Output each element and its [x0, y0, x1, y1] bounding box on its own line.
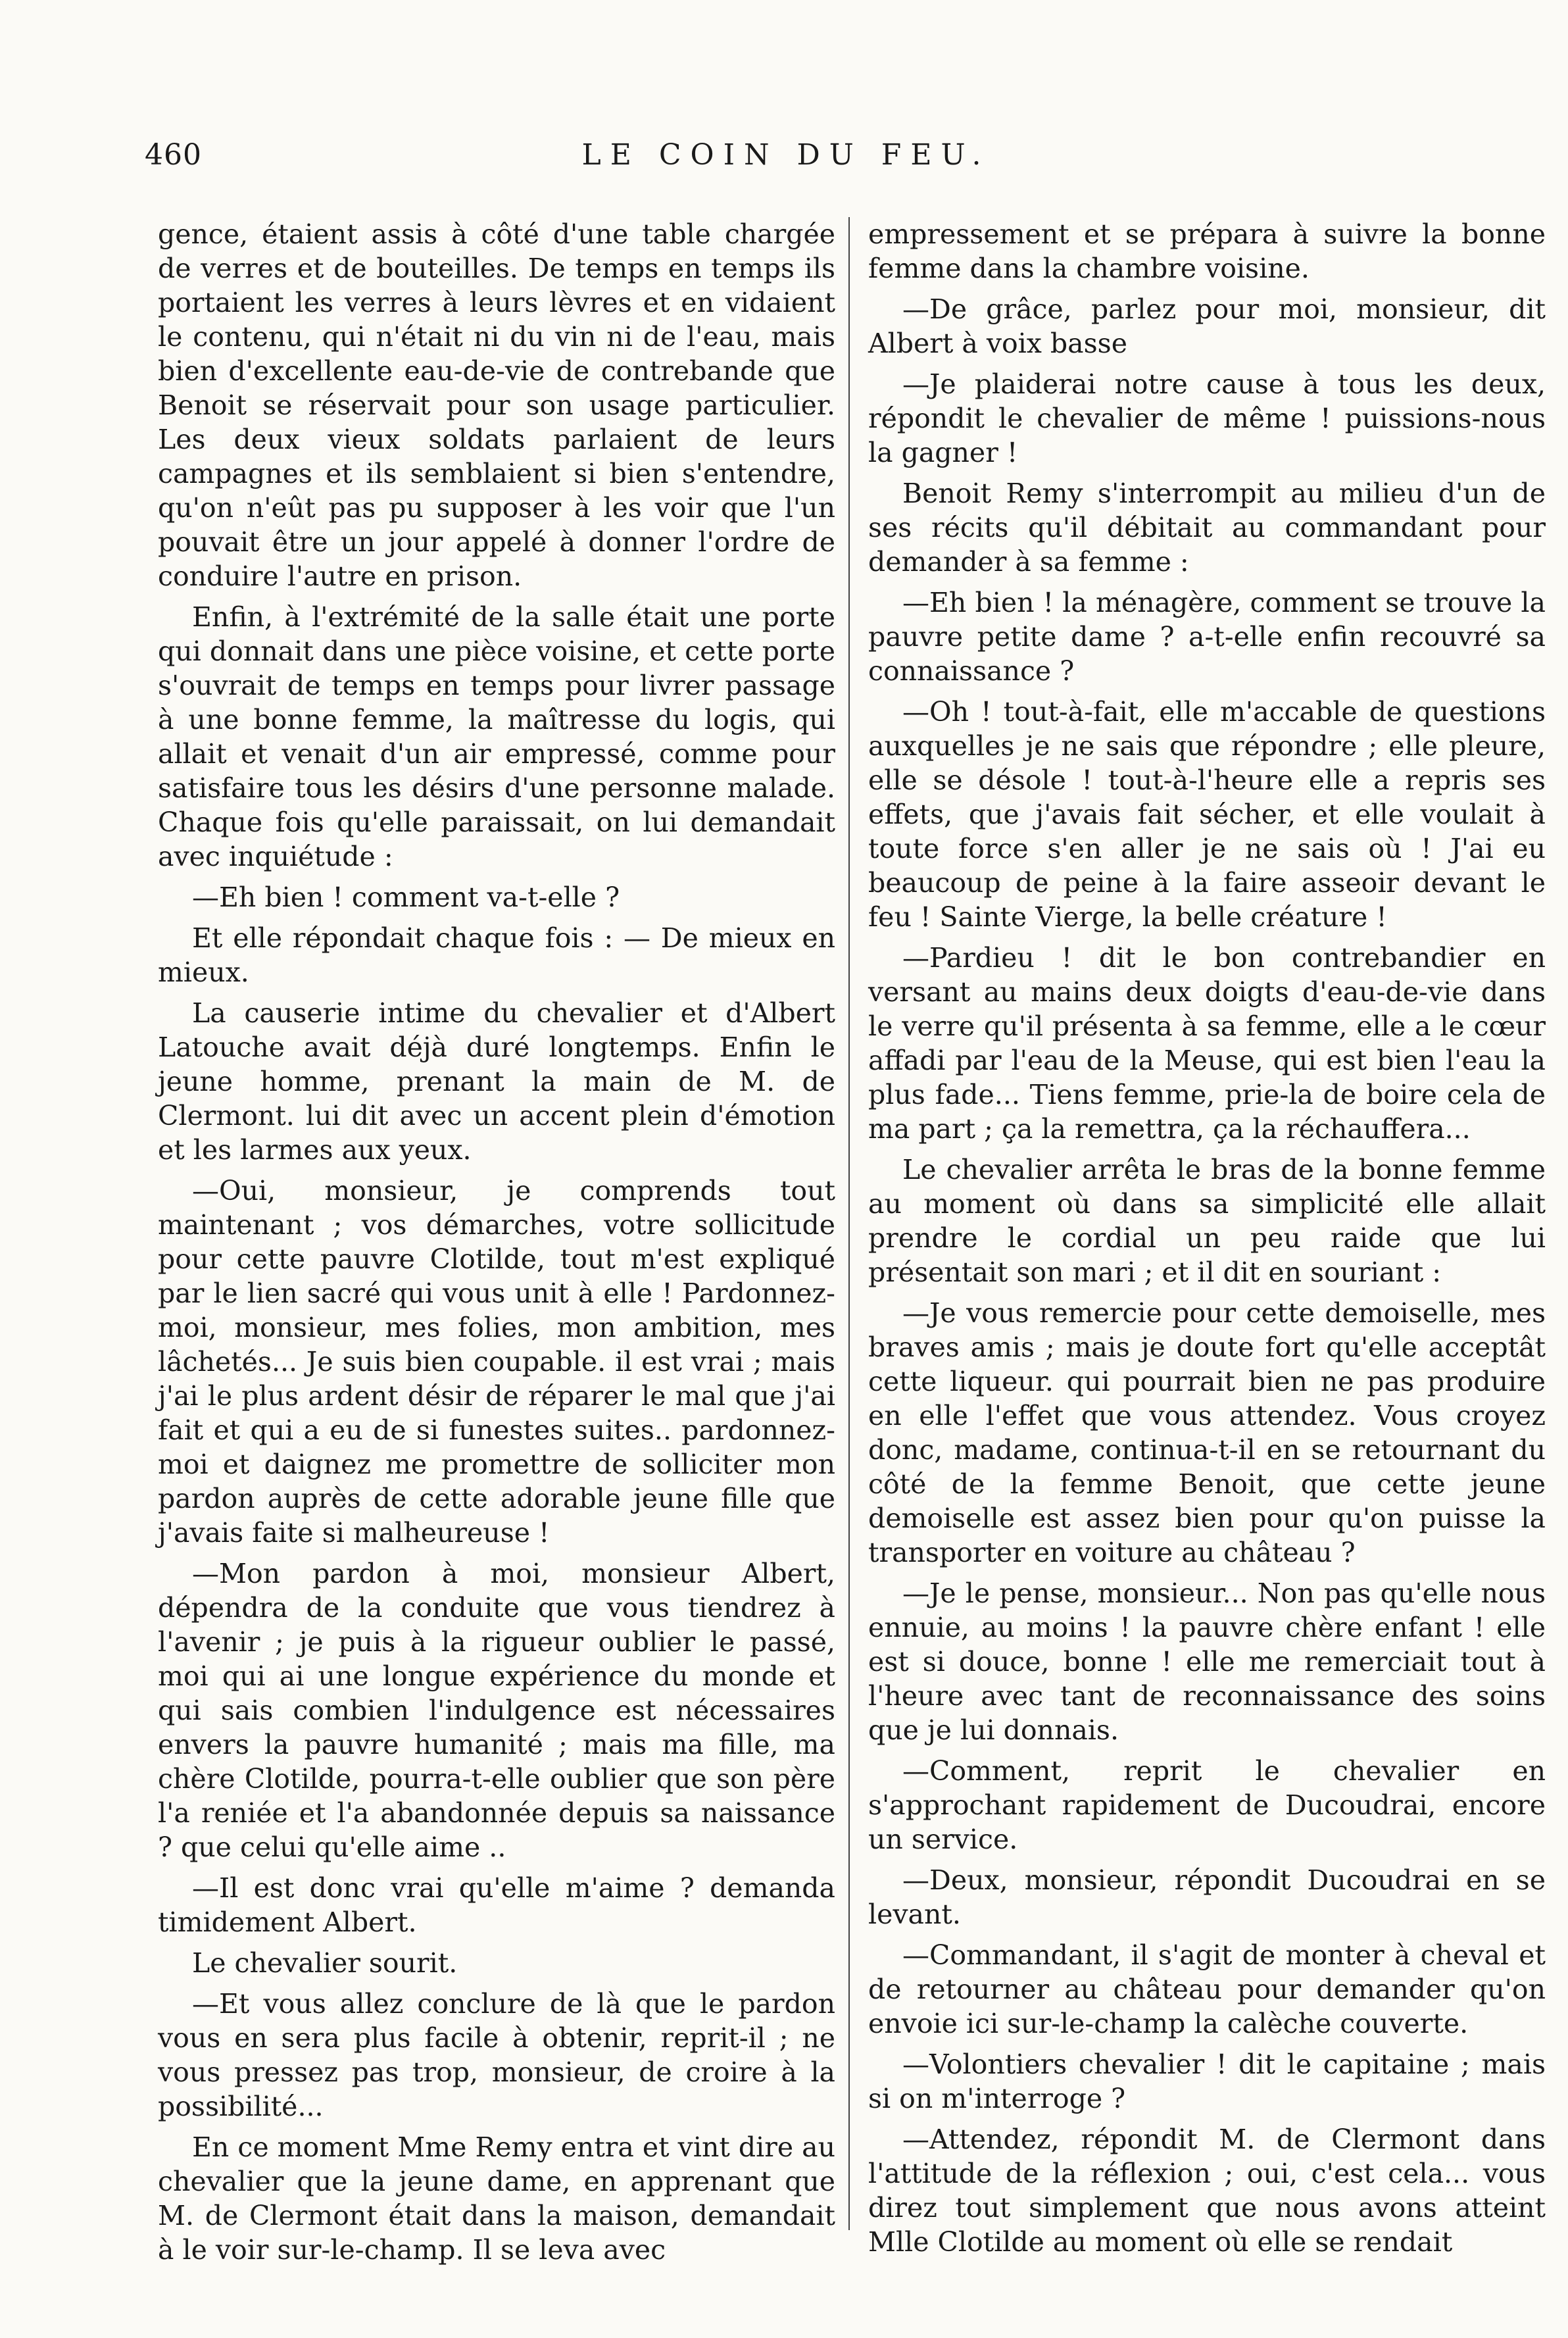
column-divider: [848, 217, 850, 2230]
paragraph: —Oh ! tout-à-fait, elle m'accable de questions auxquelles je ne sais que répondre ; elle pleure, elle se désole ! tout-à-l'heure elle a repris ses effets, que j'avais fait sécher, et elle voulait à toute force s'en aller je ne sais où ! J'ai eu beaucoup de peine à la faire asseoir devant le feu ! Sainte Vierge, la belle créature !: [868, 696, 1546, 933]
paragraph: —Eh bien ! comment va-t-elle ?: [192, 882, 620, 913]
paragraph: —Commandant, il s'agit de monter à cheval et de retourner au château pour demander qu'on envoie ici sur-le-champ la calèche couverte.: [868, 1939, 1546, 2039]
paragraph: —Je le pense, monsieur... Non pas qu'elle nous ennuie, au moins ! la pauvre chère enfant ! elle est si douce, bonne ! elle me remerciait tout à l'heure avec tant de reconnaissance des soins que je lui donnais.: [868, 1578, 1546, 1746]
paragraph: gence, étaient assis à côté d'une table chargée de verres et de bouteilles. De temps en temps ils portaient les verres à leurs lèvres et en vidaient le contenu, qui n'était ni du vin ni de l'eau, mais bien d'excellente eau-de-vie de contrebande que Benoit se réservait pour son usage particulier. Les deux vieux soldats parlaient de leurs campagnes et ils semblaient si bien s'entendre, qu'on n'eût pas pu supposer à les voir que l'un pouvait être un jour appelé à donner l'ordre de conduire l'autre en prison.: [158, 218, 835, 592]
page-header: [145, 138, 1427, 191]
paragraph: En ce moment Mme Remy entra et vint dire au chevalier que la jeune dame, en apprenant que M. de Clermont était dans la maison, demandait à le voir sur-le-champ. Il se leva avec: [158, 2131, 835, 2266]
right-column: [868, 217, 1546, 2258]
paragraph: Le chevalier arrêta le bras de la bonne femme au moment où dans sa simplicité elle allait prendre le cordial un peu raide que lui présentait son mari ; et il dit en souriant :: [868, 1154, 1546, 1288]
running-title: LE COIN DU FEU.: [581, 138, 991, 172]
paragraph: —Et vous allez conclure de là que le pardon vous en sera plus facile à obtenir, reprit-il ; ne vous pressez pas trop, monsieur, de croire à la possibilité...: [158, 1988, 835, 2122]
paragraph: —Oui, monsieur, je comprends tout maintenant ; vos démarches, votre sollicitude pour cette pauvre Clotilde, tout m'est expliqué par le lien sacré qui vous unit à elle ! Pardonnez-moi, monsieur, mes folies, mon ambition, mes lâchetés... Je suis bien coupable. il est vrai ; mais j'ai le plus ardent désir de réparer le mal que j'ai fait et qui a eu de si funestes suites.. pardonnez-moi et daignez me promettre de solliciter mon pardon auprès de cette adorable jeune fille que j'avais faite si malheureuse !: [158, 1175, 835, 1549]
left-column: [158, 217, 835, 2266]
paragraph: Benoit Remy s'interrompit au milieu d'un de ses récits qu'il débitait au commandant pour demander à sa femme :: [868, 478, 1546, 578]
paragraph: —Il est donc vrai qu'elle m'aime ? demanda timidement Albert.: [158, 1872, 835, 1938]
paragraph: —Deux, monsieur, répondit Ducoudrai en se levant.: [868, 1864, 1546, 1930]
paragraph: Et elle répondait chaque fois : — De mieux en mieux.: [158, 922, 835, 988]
paragraph: —Comment, reprit le chevalier en s'approchant rapidement de Ducoudrai, encore un service.: [868, 1755, 1546, 1855]
paragraph: —Je vous remercie pour cette demoiselle, mes braves amis ; mais je doute fort qu'elle acceptât cette liqueur. qui pourrait bien ne pas produire en elle l'effet que vous attendez. Vous croyez donc, madame, continua-t-il en se retournant du côté de la femme Benoit, que cette jeune demoiselle est assez bien pour qu'on puisse la transporter en voiture au château ?: [868, 1297, 1546, 1568]
paragraph: Enfin, à l'extrémité de la salle était une porte qui donnait dans une pièce voisine, et cette porte s'ouvrait de temps en temps pour livrer passage à une bonne femme, la maîtresse du logis, qui allait et venait d'un air empressé, comme pour satisfaire tous les désirs d'une personne malade. Chaque fois qu'elle paraissait, on lui demandait avec inquiétude :: [158, 601, 835, 872]
paragraph: —Je plaiderai notre cause à tous les deux, répondit le chevalier de même ! puissions-nous la gagner !: [868, 368, 1546, 468]
paragraph: —Eh bien ! la ménagère, comment se trouve la pauvre petite dame ? a-t-elle enfin recouvré sa connaissance ?: [868, 587, 1546, 687]
paragraph: —Attendez, répondit M. de Clermont dans l'attitude de la réflexion ; oui, c'est cela... vous direz tout simplement que nous avons atteint Mlle Clotilde au moment où elle se rendait: [868, 2124, 1546, 2258]
paragraph: —Pardieu ! dit le bon contrebandier en versant au mains deux doigts d'eau-de-vie dans le verre qu'il présenta à sa femme, elle a le cœur affadi par l'eau de la Meuse, qui est bien l'eau la plus fade... Tiens femme, prie-la de boire cela de ma part ; ça la remettra, ça la réchauffera...: [868, 942, 1546, 1145]
paragraph: —De grâce, parlez pour moi, monsieur, dit Albert à voix basse: [868, 293, 1546, 359]
paragraph: empressement et se prépara à suivre la bonne femme dans la chambre voisine.: [868, 218, 1546, 284]
paragraph: —Volontiers chevalier ! dit le capitaine ; mais si on m'interroge ?: [868, 2049, 1546, 2114]
paragraph: La causerie intime du chevalier et d'Albert Latouche avait déjà duré longtemps. Enfin le jeune homme, prenant la main de M. de Clermont. lui dit avec un accent plein d'émotion et les larmes aux yeux.: [158, 997, 835, 1166]
page-number: 460: [145, 138, 202, 172]
paragraph: —Mon pardon à moi, monsieur Albert, dépendra de la conduite que vous tiendrez à l'avenir ; je puis à la rigueur oublier le passé, moi qui ai une longue expérience du monde et qui sais combien l'indulgence est nécessaires envers la pauvre humanité ; mais ma fille, ma chère Clotilde, pourra-t-elle oublier que son père l'a reniée et l'a abandonnée depuis sa naissance ? que celui qu'elle aime ..: [158, 1558, 835, 1863]
paragraph: Le chevalier sourit.: [192, 1947, 458, 1979]
